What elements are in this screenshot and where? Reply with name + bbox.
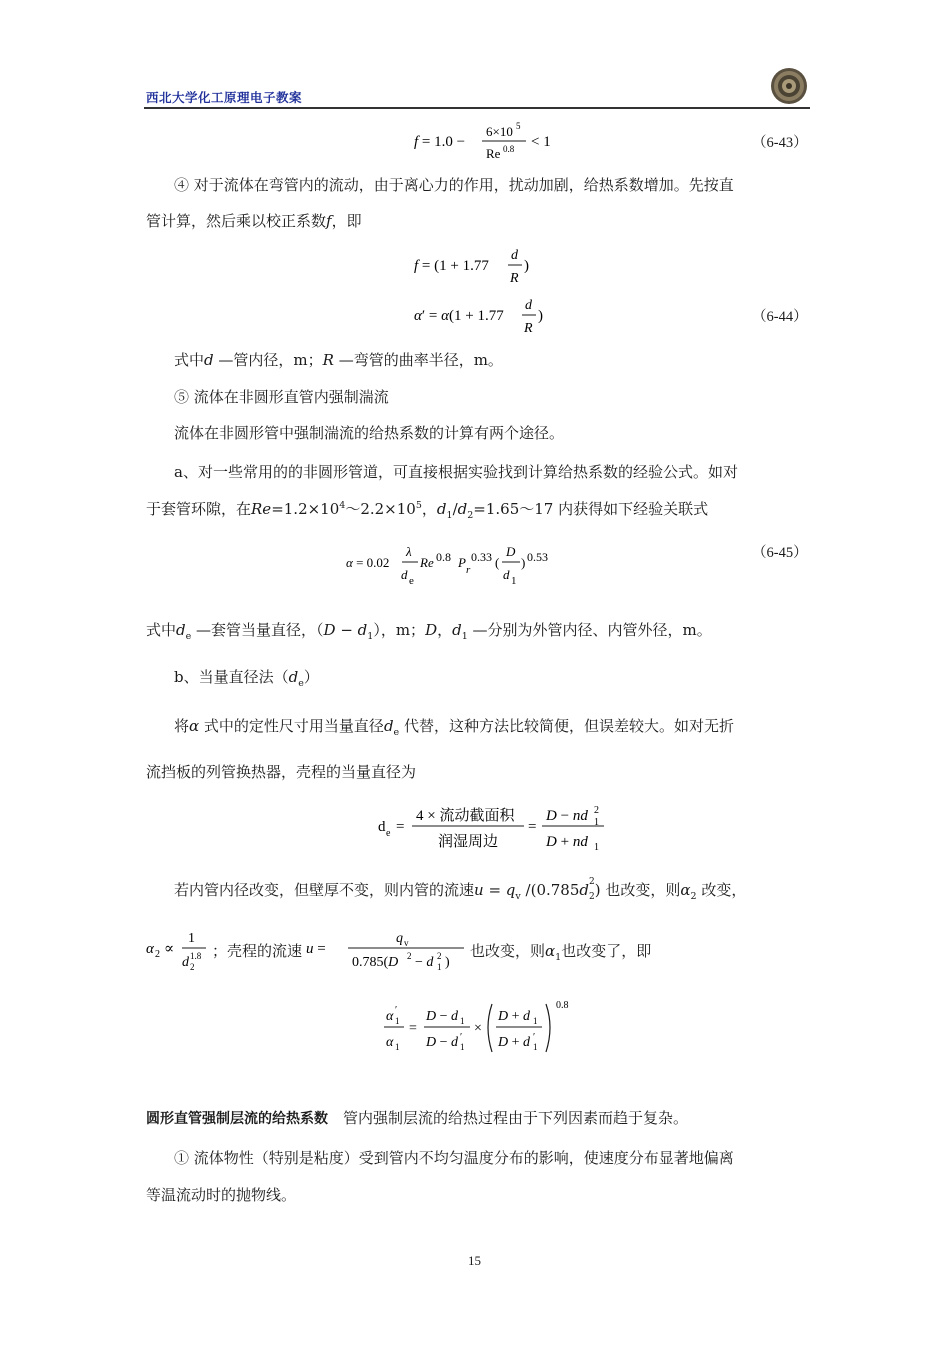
equation-number-6-44: （6-44） — [752, 309, 808, 325]
paragraph-laminar-heading: 圆形直管强制层流的给热系数 管内强制层流的给热过程由于下列因素而趋于复杂。 — [146, 1109, 689, 1127]
svg-text:P: P — [458, 555, 466, 570]
paragraph-bend-pipe: ④ 对于流体在弯管内的流动，由于离心力的作用，扰动加剧，给热系数增加。先按直 — [174, 176, 734, 194]
svg-text:2: 2 — [190, 962, 195, 972]
page-number: 15 — [468, 1253, 481, 1268]
svg-text:D + nd: D + nd — [546, 834, 588, 850]
svg-text:): ) — [524, 258, 529, 274]
paragraph-noncircular-intro: 流体在非圆形管中强制湍流的给热系数的计算有两个途径。 — [174, 424, 565, 442]
svg-text:′: ′ — [395, 1005, 398, 1016]
svg-text:(: ( — [495, 555, 500, 570]
paragraph-equivalent-diameter-cont: 流挡板的列管换热器，壳程的当量直径为 — [146, 763, 417, 781]
equation-number-6-43: （6-43） — [752, 135, 808, 151]
paragraph-symbols-2: 式中$d_e$ —套管当量直径，$(D - d_1)$，m；D，$d_1$ —分别为外管内径、内管外径，m。 — [146, 621, 712, 642]
paragraph-method-a-cont: 于套管环隙，在$Re=1.2\times 10^4\sim 2.2\times 10^5$，$d_1/d_2=1.65\sim 17$ 内获得如下经验关联式 — [146, 500, 709, 521]
svg-text:1: 1 — [594, 842, 599, 853]
header-rule — [144, 107, 810, 109]
svg-text:− d: − d — [415, 955, 434, 970]
svg-text:1: 1 — [460, 1042, 465, 1052]
svg-text:< 1: < 1 — [531, 134, 551, 150]
svg-text:q: q — [396, 931, 403, 946]
svg-text:): ) — [445, 955, 450, 970]
svg-text:5: 5 — [516, 121, 521, 131]
svg-text:1: 1 — [511, 575, 517, 587]
svg-text:e: e — [386, 828, 391, 839]
svg-text:Re: Re — [420, 555, 434, 570]
svg-text:1: 1 — [533, 1042, 538, 1052]
svg-text:2: 2 — [594, 805, 599, 816]
svg-text:α = 0.02: α = 0.02 — [346, 555, 390, 570]
svg-text:1: 1 — [533, 1016, 538, 1026]
svg-text:1: 1 — [460, 1016, 465, 1026]
svg-text:∝: ∝ — [164, 941, 175, 957]
svg-text:=: = — [409, 1021, 417, 1036]
svg-text:×: × — [474, 1021, 482, 1036]
svg-text:1: 1 — [188, 931, 195, 946]
svg-text:d: d — [378, 819, 386, 835]
paragraph-laminar-point-1-cont: 等温流动时的抛物线。 — [146, 1186, 297, 1204]
equation-correction-factor — [408, 242, 548, 297]
svg-text:u =: u = — [306, 941, 326, 957]
svg-text:e: e — [409, 575, 414, 587]
paragraph-bend-pipe-cont: 管计算，然后乘以校正系数f，即 — [146, 212, 362, 230]
svg-text:=: = — [396, 819, 405, 835]
equation-alpha-ratio — [380, 996, 580, 1063]
svg-text:d: d — [182, 955, 189, 970]
svg-text:1: 1 — [437, 962, 442, 972]
svg-text:2: 2 — [155, 949, 160, 960]
svg-text:1: 1 — [594, 817, 599, 828]
svg-text:R: R — [524, 321, 533, 336]
paragraph-shell-velocity-b: 也改变，则$\alpha_1$也改变了，即 — [470, 942, 652, 963]
equation-6-44 — [408, 292, 558, 347]
svg-text:D: D — [506, 544, 516, 559]
svg-text:α: α — [386, 1035, 394, 1050]
university-seal-icon — [770, 67, 808, 105]
svg-text:): ) — [521, 555, 526, 570]
equation-6-45 — [340, 540, 570, 597]
svg-text:0.8: 0.8 — [556, 1000, 569, 1011]
paragraph-symbols-1: 式中d —管内径，m；R —弯管的曲率半径，m。 — [174, 351, 503, 369]
paragraph-method-a: a、对一些常用的的非圆形管道，可直接根据实验找到计算给热系数的经验公式。如对 — [174, 463, 738, 481]
svg-text:2: 2 — [407, 951, 412, 961]
equation-6-43 — [410, 118, 570, 171]
svg-text:d: d — [525, 298, 532, 313]
equation-number-6-45: （6-45） — [752, 545, 808, 561]
svg-text:f = (1 + 1.77: f = (1 + 1.77 — [414, 258, 489, 274]
svg-text:): ) — [538, 308, 543, 324]
svg-text:v: v — [404, 938, 409, 948]
svg-text:=: = — [528, 819, 537, 835]
paragraph-noncircular-title: ⑤ 流体在非圆形直管内强制湍流 — [174, 388, 389, 406]
svg-text:0.785(D: 0.785(D — [352, 955, 399, 970]
svg-text:′: ′ — [533, 1032, 536, 1043]
paragraph-equivalent-diameter: 将α 式中的定性尺寸用当量直径$d_e$ 代替，这种方法比较简便，但误差较大。如对无折 — [174, 717, 734, 738]
svg-text:α: α — [146, 941, 154, 957]
svg-text:Re: Re — [486, 146, 501, 161]
svg-text:1: 1 — [395, 1016, 400, 1026]
paragraph-laminar-point-1: ① 流体物性（特别是粘度）受到管内不均匀温度分布的影响，使速度分布显著地偏离 — [174, 1149, 734, 1167]
svg-text:1: 1 — [395, 1042, 400, 1052]
svg-text:0.33: 0.33 — [471, 550, 492, 564]
paragraph-shell-velocity-a: ；壳程的流速 — [212, 942, 303, 960]
paragraph-inner-tube-change: 若内管内径改变，但壁厚不变，则内管的流速$u = q_v$ /(0.785d 2 $_2$) 也改变，则$\alpha_2$ 改变， — [174, 877, 747, 902]
svg-text:r: r — [466, 564, 471, 576]
svg-text:润湿周边: 润湿周边 — [438, 834, 499, 850]
svg-text:λ: λ — [406, 544, 412, 559]
equation-shell-velocity — [304, 926, 472, 979]
svg-text:′: ′ — [460, 1032, 463, 1043]
header-title: 西北大学化工原理电子教案 — [146, 90, 303, 105]
svg-text:α′ = α(1 + 1.77: α′ = α(1 + 1.77 — [414, 308, 504, 324]
svg-text:1.8: 1.8 — [190, 951, 202, 961]
svg-text:D − d: D − d — [426, 1035, 459, 1050]
svg-text:R: R — [510, 271, 519, 286]
svg-text:d: d — [401, 567, 408, 582]
svg-text:D + d: D + d — [498, 1035, 531, 1050]
svg-text:0.8: 0.8 — [503, 144, 515, 154]
svg-text:D + d: D + d — [498, 1009, 531, 1024]
svg-text:D − d: D − d — [426, 1009, 459, 1024]
svg-text:4 × 流动截面积: 4 × 流动截面积 — [416, 808, 515, 824]
equation-equivalent-diameter — [376, 800, 616, 861]
svg-text:f = 1.0 −: f = 1.0 − — [414, 134, 466, 150]
svg-text:d: d — [503, 567, 510, 582]
svg-text:0.8: 0.8 — [436, 550, 451, 564]
svg-text:d: d — [511, 248, 518, 263]
svg-text:D − nd: D − nd — [546, 808, 588, 824]
svg-text:6×10: 6×10 — [486, 124, 513, 139]
paragraph-method-b: b、当量直径法$(d_e)$ — [174, 668, 319, 689]
svg-text:0.53: 0.53 — [527, 550, 548, 564]
svg-text:α: α — [386, 1009, 394, 1024]
svg-text:2: 2 — [437, 951, 442, 961]
